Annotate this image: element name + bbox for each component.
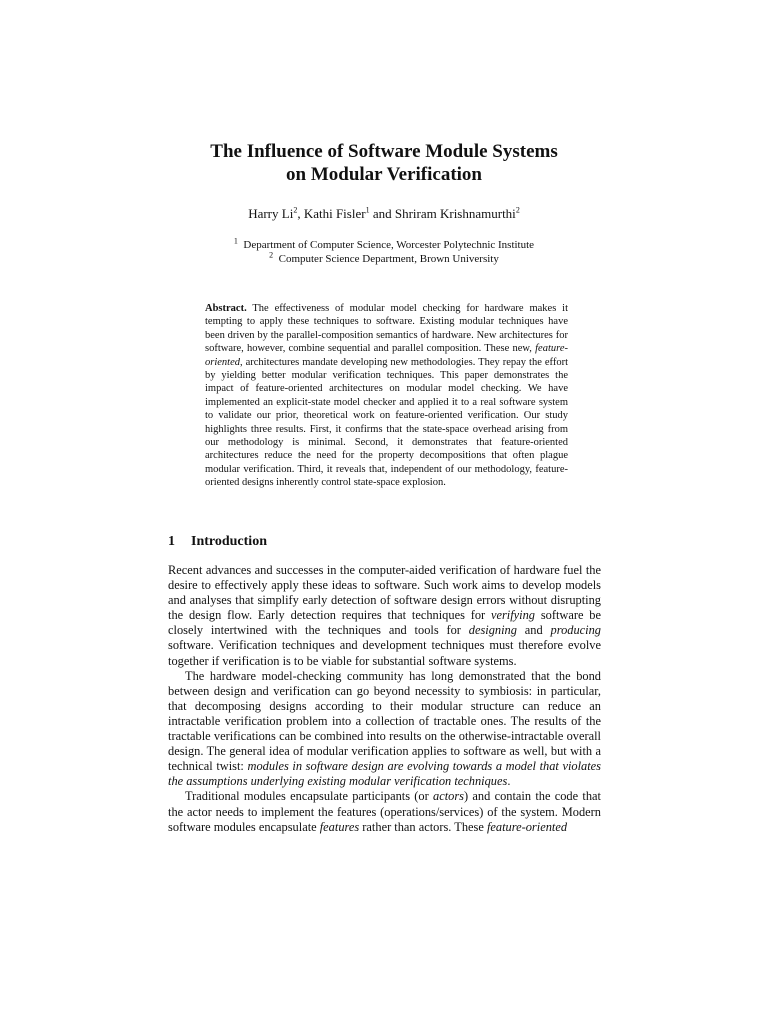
title-line-1: The Influence of Software Module Systems (210, 141, 558, 162)
author-name: Kathi Fisler (303, 206, 366, 221)
paragraph-text: and (516, 623, 551, 638)
author-separator: and (369, 206, 395, 221)
abstract-label: Abstract. (205, 303, 247, 314)
affiliation-mark: 2 (293, 205, 298, 215)
affiliation-text: Computer Science Department, Brown University (278, 253, 499, 265)
section-number: 1 (168, 534, 175, 549)
emphasis: modules in software design are evolving towards a model that violates the assumptions underlying existing modular verification techniques (168, 759, 602, 789)
author-list (0, 206, 768, 222)
emphasis: feature-oriented (486, 819, 568, 834)
affiliation-mark: 2 (515, 205, 520, 215)
affiliation-mark: 1 (233, 236, 238, 246)
emphasis: features (319, 819, 360, 834)
paragraph (168, 669, 601, 790)
paragraph-text: Recent advances and successes in the computer-aided verification of hardware fuel the desire to effectively apply these ideas to software. Such work aims to develop models and analyses that simplify early detection of software design errors without disrupting the design flow. Early detection requires that techniques for (168, 563, 601, 623)
abstract-text: The effectiveness of modular model checking for hardware makes it tempting to apply these techniques to software. Existing modular techniques have been driven by the parallel-composition semantics of hardware. New architectures for software, however, combine sequential and parallel composition. These new, (205, 303, 568, 355)
paragraph-text: software. Verification techniques and development techniques must therefore evolve together if verification is to be viable for substantial software systems. (168, 638, 601, 668)
author-separator: , (297, 206, 304, 221)
affiliation (0, 252, 768, 266)
title-line-2: on Modular Verification (286, 164, 482, 185)
affiliation-text: Department of Computer Science, Worcester Polytechnic Institute (243, 239, 535, 251)
affiliation (0, 238, 768, 252)
paragraph (168, 789, 601, 834)
paragraph (168, 563, 601, 669)
paragraph-text: The hardware model-checking community has long demonstrated that the bond between design and verification can go beyond necessity to symbiosis: in particular, that decomposing designs according to their modular structure can reduce an intractable verification problem into a collection of tractable ones. The results of the tractable verifications can be combined into results on the otherwise-intractable overall design. The general idea of modular verification applies to software as well, but with a technical twist: (168, 668, 601, 774)
affiliation-mark: 1 (365, 205, 370, 215)
body-text (168, 563, 601, 835)
author-name: Harry Li (248, 206, 294, 221)
paragraph-text: Traditional modules encapsulate participants (or (185, 789, 434, 804)
abstract (205, 302, 568, 490)
affiliation-list (0, 238, 768, 266)
emphasis: producing (550, 623, 601, 638)
paragraph-text: . (507, 774, 511, 789)
affiliation-mark: 2 (269, 250, 274, 260)
paragraph-text: ) and contain the code that the actor needs to implement the features (operations/services) of the system. Modern software modules encapsulate (168, 789, 601, 834)
author-name: Shriram Krishnamurthi (394, 206, 516, 221)
paragraph-text: software be closely intertwined with the techniques and tools for (168, 608, 601, 638)
emphasis: actors (433, 789, 465, 804)
abstract-text: , architectures mandate developing new methodologies. They repay the effort by yielding better modular verification techniques. This paper demonstrates the impact of feature-oriented architectures on modular model checking. We have implemented an explicit-state model checker and applied it to a real software system to validate our prior, theoretical work on feature-oriented verification. Our study highlights three results. First, it confirms that the state-space overhead arising from our methodology is minimal. Second, it demonstrates that feature-oriented architectures reduce the need for the property decompositions that often plague modular verification. Third, it reveals that, independent of our methodology, feature-oriented designs inherently control state-space explosion. (205, 356, 568, 489)
paper-title (0, 140, 768, 186)
emphasis: designing (468, 623, 517, 638)
abstract-emphasis: feature-oriented (205, 343, 568, 368)
section-heading (168, 533, 267, 551)
paragraph-text: rather than actors. These (359, 819, 487, 834)
section-title: Introduction (191, 534, 267, 549)
emphasis: verifying (490, 608, 536, 623)
